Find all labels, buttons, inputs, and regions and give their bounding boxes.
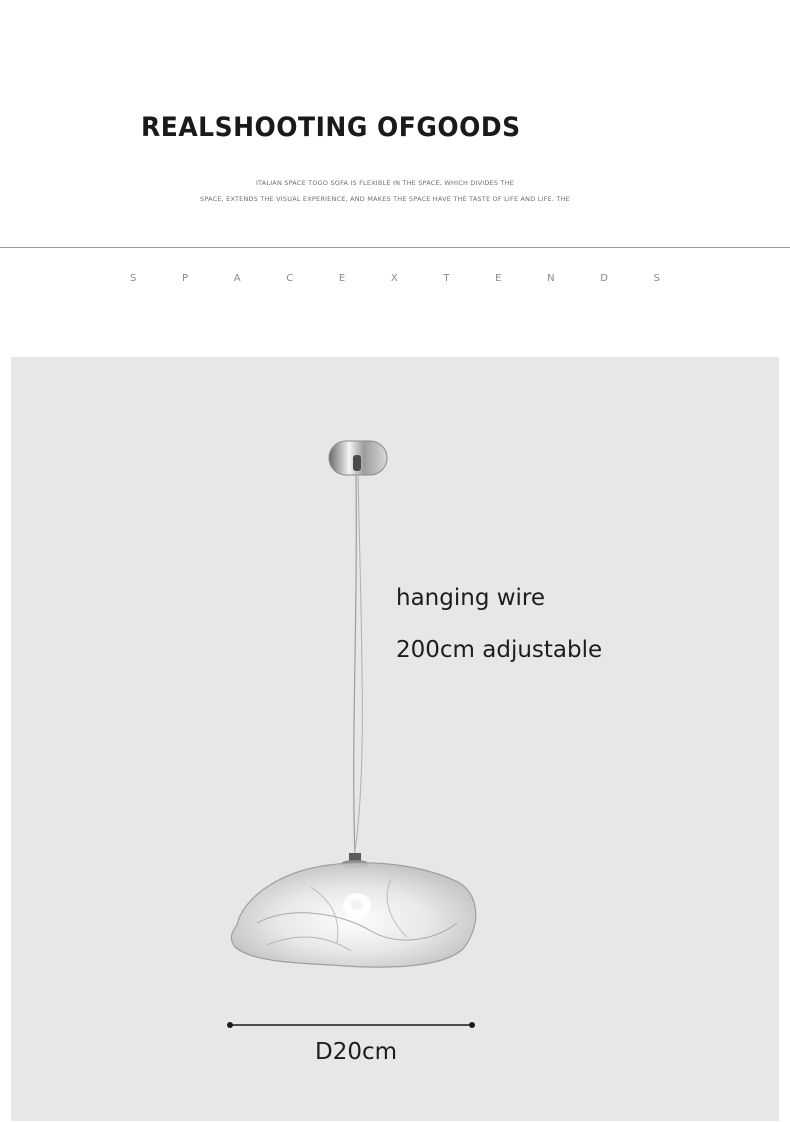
tagline-letter: S [653, 273, 660, 284]
page-title: REALSHOOTING OFGOODS [141, 112, 521, 143]
tagline-letter: E [495, 273, 502, 284]
glass-shade [231, 863, 475, 967]
tagline-letter: X [390, 273, 398, 284]
hanging-wire [354, 475, 363, 857]
tagline-letter: A [233, 273, 241, 284]
section-divider [0, 247, 790, 248]
tagline-letter: S [130, 273, 137, 284]
description-line-2: SPACE, EXTENDS THE VISUAL EXPERIENCE, AND MAKES THE SPACE HAVE THE TASTE OF LIFE AND LIFE. THE [200, 195, 570, 203]
ceiling-canopy [329, 441, 387, 475]
description-line-1: ITALIAN SPACE TOGO SOFA IS FLEXIBLE IN THE SPACE, WHICH DIVIDES THE [255, 179, 515, 187]
product-photo [11, 357, 779, 1121]
wire-label: hanging wire [396, 585, 546, 611]
tagline-letter: P [182, 273, 189, 284]
tagline-letter: N [547, 273, 555, 284]
tagline-letter: D [600, 273, 608, 284]
tagline-letter: T [443, 273, 450, 284]
wire-length-label: 200cm adjustable [396, 637, 603, 663]
tagline-letter: E [338, 273, 346, 284]
tagline-letter: C [286, 273, 294, 284]
tagline-letters [130, 273, 660, 284]
diameter-label: D20cm [315, 1039, 398, 1065]
pendant-lamp-illustration [11, 357, 779, 1121]
diameter-dimension-line [227, 1022, 475, 1028]
